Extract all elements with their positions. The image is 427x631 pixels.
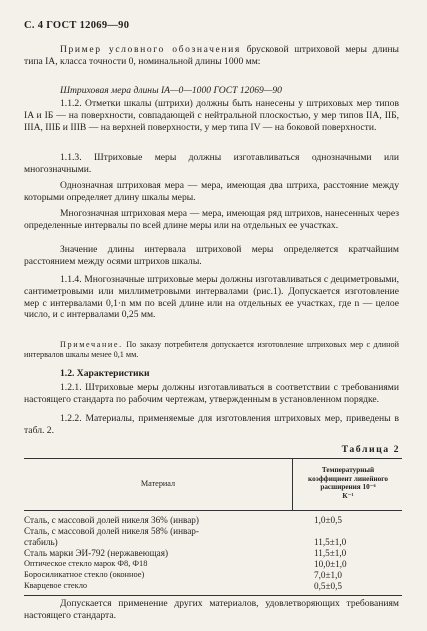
table-cell-value: 0,5±0,5 bbox=[314, 581, 343, 591]
table-header-coefficient-line: К⁻¹ bbox=[342, 491, 354, 500]
example-designation: Штриховая мера длины IA—0—1000 ГОСТ 12069—90 bbox=[60, 85, 282, 96]
table-cell-material: Сталь, с массовой долей никеля 58% (инвар- bbox=[24, 526, 199, 536]
paragraph-final: Допускается применение других материалов, удовлетворяющих требованиям настоящего стандарта. bbox=[24, 598, 399, 621]
table-header-coefficient-line: коэффициент линейного bbox=[308, 474, 388, 483]
table-cell-material: Боросиликатное стекло (оконное) bbox=[24, 570, 145, 579]
table-header-coefficient bbox=[294, 466, 402, 500]
table-header-rule bbox=[24, 510, 402, 511]
example-intro-spaced: Пример условного обозначения bbox=[60, 44, 241, 55]
paragraph-single-measure: Однозначная штриховая мера — мера, имеющая два штриха, расстояние между которыми определяет длину шкалы меры. bbox=[24, 180, 399, 203]
note-text: По заказу потребителя допускается изготовление штриховых мер с длиной интервалов шкалы менее 0,1 мм. bbox=[24, 340, 400, 359]
table-cell-value: 11,5±1,0 bbox=[314, 537, 347, 547]
table-cell-material: Оптическое стекло марок Ф8, Ф18 bbox=[24, 559, 148, 568]
table-cell-material: Кварцевое стекло bbox=[24, 581, 88, 590]
example-intro-rest: брусковой штриховой меры длины типа IA, класса точности 0, номинальной длины 1000 мм: bbox=[24, 44, 399, 67]
paragraph-1-1-3: 1.1.3. Штриховые меры должны изготавливаться однозначными или многозначными. bbox=[24, 152, 399, 175]
table-cell-value: 11,5±1,0 bbox=[314, 548, 347, 558]
table-cell-material: стабиль) bbox=[24, 537, 58, 547]
example-intro bbox=[24, 44, 399, 68]
table-column-divider bbox=[292, 458, 293, 510]
table-cell-value: 1,0±0,5 bbox=[314, 515, 343, 525]
table-header-coefficient-line: расширения 10⁻⁶ bbox=[320, 483, 376, 491]
paragraph-multi-measure: Многозначная штриховая мера — мера, имеющая ряд штрихов, нанесенных через определенные интервалы по всей длине меры или на отдельных ее участках. bbox=[24, 208, 399, 231]
table-header-coefficient-line: Температурный bbox=[321, 466, 375, 474]
paragraph-1-1-2: 1.1.2. Отметки шкалы (штрихи) должны быть нанесены у штриховых мер типов IA и IБ — на поверхности, совпадающей с нейтральной плоскостью, у мер типов IIA, IIБ, IIIA, IIIБ и IIIВ — на верхней поверхности, у мер типа IV — на боковой поверхности. bbox=[24, 98, 399, 133]
section-heading-1-2: 1.2. Характеристики bbox=[60, 368, 150, 379]
note-label: Примечание. bbox=[60, 340, 123, 349]
paragraph-interval: Значение длины интервала штриховой меры определяется кратчайшим расстоянием между осями штрихов шкалы. bbox=[24, 244, 399, 267]
table-top-rule bbox=[24, 458, 402, 459]
table-cell-value: 7,0±1,0 bbox=[314, 570, 343, 580]
paragraph-1-2-2: 1.2.2. Материалы, применяемые для изготовления штриховых мер, приведены в табл. 2. bbox=[24, 413, 399, 436]
table-caption: Таблица 2 bbox=[341, 444, 400, 455]
table-cell-value: 10,0±1,0 bbox=[314, 559, 347, 569]
table-cell-material: Сталь, с массовой долей никеля 36% (инвар) bbox=[24, 515, 199, 525]
note bbox=[24, 340, 399, 360]
table-header-material: Материал bbox=[140, 479, 176, 488]
paragraph-1-1-4: 1.1.4. Многозначные штриховые меры должны изготавливаться с дециметровыми, сантиметровыми или миллиметровыми интервалами (рис.1). Допускается изготовление мер с интервалами 0,1·n мм по всей длине или на отдельных ее участках, где n — целое число, и с интервалами 0,25 мм. bbox=[24, 274, 399, 321]
page-header: С. 4 ГОСТ 12069—90 bbox=[24, 20, 130, 31]
table-cell-material: Сталь марки ЭИ-792 (нержавеющая) bbox=[24, 548, 169, 558]
paragraph-1-2-1: 1.2.1. Штриховые меры должны изготавливаться в соответствии с требованиями настоящего стандарта по рабочим чертежам, утвержденным в установленном порядке. bbox=[24, 382, 399, 405]
table-bottom-rule bbox=[24, 595, 402, 596]
